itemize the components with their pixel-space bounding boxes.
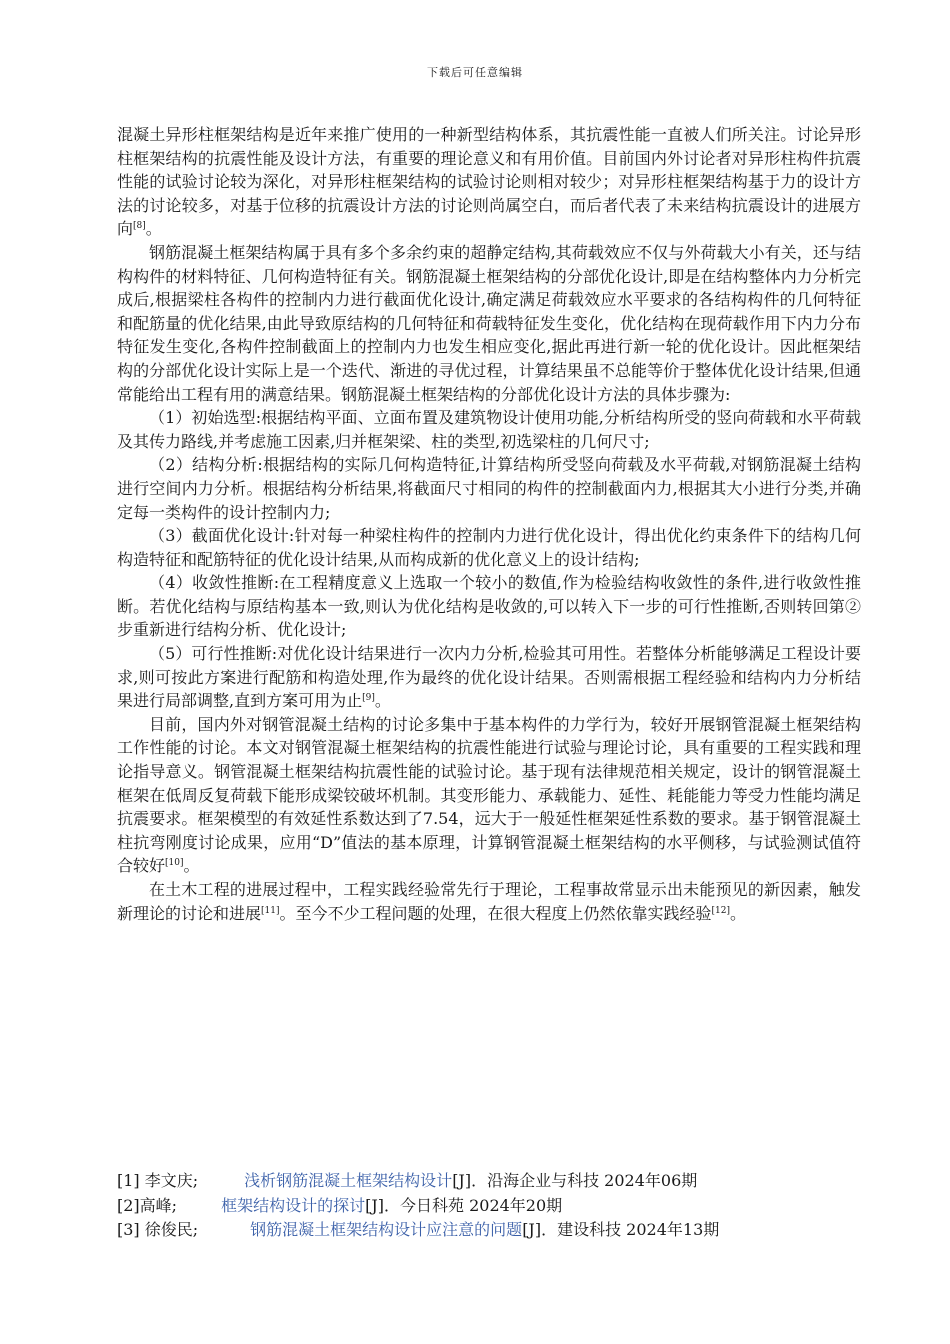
reference-author: 高峰;	[139, 1195, 178, 1215]
body-text	[117, 123, 861, 925]
reference-number: [1]	[117, 1171, 140, 1190]
citation-8: [8]	[133, 221, 146, 232]
reference-title-link[interactable]: 框架结构设计的探讨	[221, 1195, 366, 1215]
reference-source: [J]．建设科技 2024年13期	[522, 1220, 720, 1239]
paragraph-4: 在土木工程的进展过程中，工程实践经验常先行于理论，工程事故常显示出未能预见的新因素，触发新理论的讨论和进展[11]。至今不少工程问题的处理，在很大程度上仍然依靠实践经验[12]。	[117, 880, 861, 923]
citation-11: [11]	[261, 905, 280, 916]
step-1: （1）初始选型:根据结构平面、立面布置及建筑物设计使用功能,分析结构所受的竖向荷载和水平荷载及其传力路线,并考虑施工因素,归并框架梁、柱的类型,初选梁柱的几何尺寸;	[117, 408, 861, 451]
reference-author: 徐俊民;	[144, 1220, 199, 1239]
page-header: 下载后可任意编辑	[427, 66, 523, 79]
reference-title-link[interactable]: 钢筋混凝土框架结构设计应注意的问题	[250, 1220, 523, 1239]
reference-source: [J]．今日科苑 2024年20期	[365, 1195, 563, 1215]
reference-item	[117, 1194, 877, 1219]
step-3: （3）截面优化设计:针对每一种梁柱构件的控制内力进行优化设计，得出优化约束条件下的结构几何构造特征和配筋特征的优化设计结果,从而构成新的优化意义上的设计结构;	[117, 526, 861, 569]
reference-number: [2]	[117, 1195, 140, 1215]
citation-10: [10]	[165, 858, 184, 869]
paragraph-2: 钢筋混凝土框架结构属于具有多个多余约束的超静定结构,其荷载效应不仅与外荷载大小有关，还与结构构件的材料特征、几何构造特征有关。钢筋混凝土框架结构的分部优化设计,即是在结构整体内力分析完成后,根据梁柱各构件的控制内力进行截面优化设计,确定满足荷载效应水平要求的各结构构件的几何特征和配筋量的优化结果,由此导致原结构的几何特征和荷载特征发生变化，优化结构在现荷载作用下内力分布特征发生变化,各构件控制截面上的控制内力也发生相应变化,据此再进行新一轮的优化设计。因此框架结构的分部优化设计实际上是一个迭代、渐进的寻优过程，计算结果虽不总能等价于整体优化设计结果,但通常能给出工程有用的满意结果。钢筋混凝土框架结构的分部优化设计方法的具体步骤为:	[117, 242, 861, 404]
paragraph-1: 混凝土异形柱框架结构是近年来推广使用的一种新型结构体系，其抗震性能一直被人们所关注。讨论异形柱框架结构的抗震性能及设计方法，有重要的理论意义和有用价值。目前国内外讨论者对异形柱构件抗震性能的试验讨论较为深化，对异形柱框架结构的试验讨论则相对较少；对异形柱框架结构基于力的设计方法的讨论较多，对基于位移的抗震设计方法的讨论则尚属空白，而后者代表了未来结构抗震设计的进展方向[8]。	[117, 125, 861, 239]
reference-source: [J]．沿海企业与科技 2024年06期	[452, 1171, 698, 1190]
citation-9: [9]	[362, 693, 375, 704]
reference-author: 李文庆;	[144, 1171, 199, 1190]
reference-list	[117, 1169, 877, 1243]
reference-item	[117, 1169, 877, 1194]
reference-number: [3]	[117, 1220, 140, 1239]
paragraph-3: 目前，国内外对钢管混凝土结构的讨论多集中于基本构件的力学行为，较好开展钢管混凝土框架结构工作性能的讨论。本文对钢管混凝土框架结构的抗震性能进行试验与理论讨论，具有重要的工程实践和理论指导意义。钢管混凝土框架结构抗震性能的试验讨论。基于现有法律规范相关规定，设计的钢管混凝土框架在低周反复荷载下能形成梁铰破坏机制。其变形能力、承载能力、延性、耗能能力等受力性能均满足抗震要求。框架模型的有效延性系数达到了7.54，远大于一般延性框架延性系数的要求。基于钢管混凝土柱抗弯刚度讨论成果，应用“D”值法的基本原理，计算钢管混凝土框架结构的水平侧移，与试验测试值符合较好[10]。	[117, 714, 861, 876]
step-4: （4）收敛性推断:在工程精度意义上选取一个较小的数值,作为检验结构收敛性的条件,进行收敛性推断。若优化结构与原结构基本一致,则认为优化结构是收敛的,可以转入下一步的可行性推断,否则转回第②步重新进行结构分析、优化设计;	[117, 573, 861, 640]
step-2: （2）结构分析:根据结构的实际几何构造特征,计算结构所受竖向荷载及水平荷载,对钢筋混凝土结构进行空间内力分析。根据结构分析结果,将截面尺寸相同的构件的控制截面内力,根据其大小进行分类,并确定每一类构件的设计控制内力;	[117, 455, 861, 522]
citation-12: [12]	[711, 905, 730, 916]
reference-title-link[interactable]: 浅析钢筋混凝土框架结构设计	[244, 1171, 453, 1190]
step-5: （5）可行性推断:对优化设计结果进行一次内力分析,检验其可用性。若整体分析能够满足工程设计要求,则可按此方案进行配筋和构造处理,作为最终的优化设计结果。否则需根据工程经验和结构内力分析结果进行局部调整,直到方案可用为止[9]。	[117, 644, 861, 711]
reference-item	[117, 1218, 877, 1243]
